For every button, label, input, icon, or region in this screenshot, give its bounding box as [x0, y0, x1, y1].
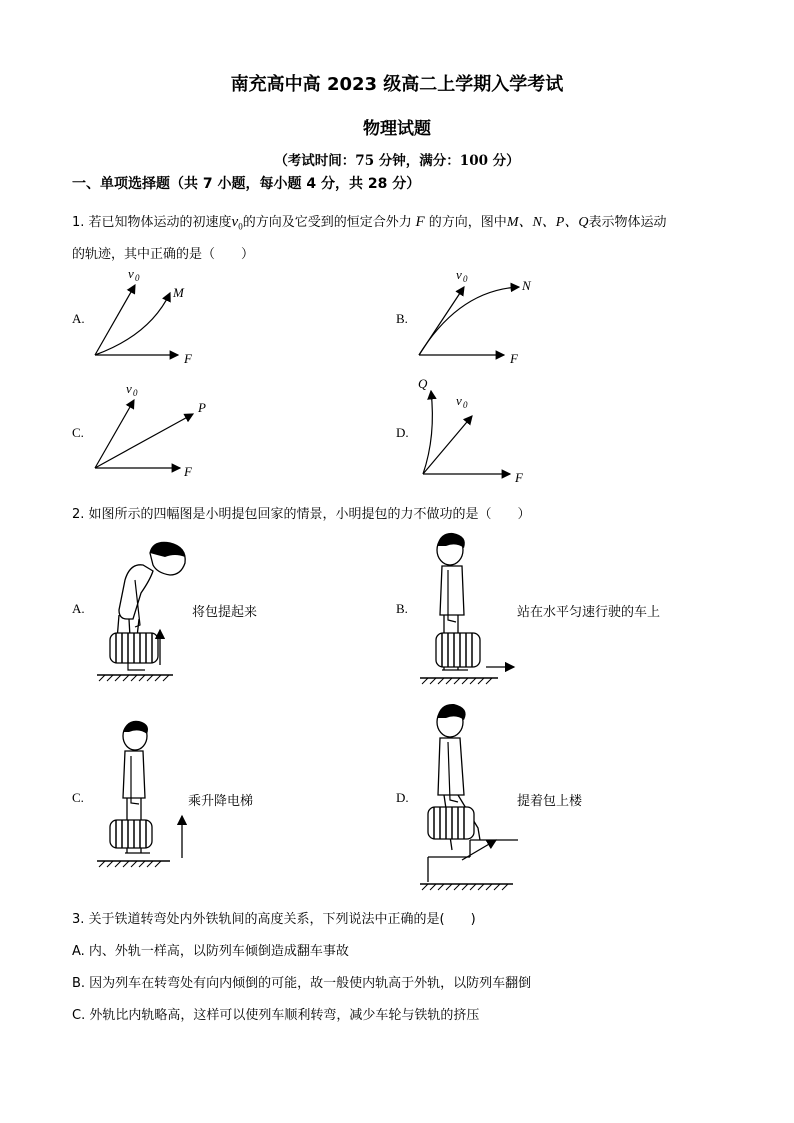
q2-figure-d — [418, 700, 528, 895]
q1-a-v-label: v — [128, 266, 134, 281]
q1-d-v-label: v — [456, 393, 462, 408]
q1-d-v-sub: 0 — [463, 400, 468, 410]
question-2-stem: 2. 如图所示的四幅图是小明提包回家的情景，小明提包的力不做功的是（ ） — [72, 507, 531, 522]
q1-c-v-label: v — [126, 381, 132, 396]
q1-b-v-sub: 0 — [463, 274, 468, 284]
page-title: 南充高中高 2023 级高二上学期入学考试 — [230, 74, 564, 95]
question-1-stem: 1. 若已知物体运动的初速度$v_0$的方向及它受到的恒定合外力 F 的方向，图中M、N、P、Q表示物体运动 — [72, 214, 667, 232]
q2-option-d-caption: 提着包上楼 — [517, 794, 583, 809]
q1-d-curve-label: Q — [418, 376, 428, 391]
q1-c-curve-label: P — [198, 400, 206, 415]
q1-a-force-label: F — [184, 351, 192, 366]
q1-option-c-letter[interactable]: C. — [72, 425, 84, 440]
q2-option-c-caption: 乘升降电梯 — [188, 794, 254, 809]
q1-diagram-c — [90, 380, 210, 480]
question-3-stem: 3. 关于铁道转弯处内外铁轨间的高度关系，下列说法中正确的是( ) — [72, 912, 476, 927]
q1-a-v-sub: 0 — [135, 273, 140, 283]
q2-option-b-caption: 站在水平匀速行驶的车上 — [517, 605, 661, 620]
q2-figure-b — [418, 530, 528, 690]
q1-c-force-label: F — [184, 464, 192, 479]
q1-a-curve-label: M — [173, 285, 184, 300]
q1-option-a-letter[interactable]: A. — [72, 311, 85, 326]
q1-b-v-label: v — [456, 267, 462, 282]
q1-diagram-b — [414, 265, 544, 370]
q1-c-v-sub: 0 — [133, 388, 138, 398]
q2-option-a-letter[interactable]: A. — [72, 601, 85, 616]
q1-option-b-letter[interactable]: B. — [396, 311, 408, 326]
q2-option-c-letter[interactable]: C. — [72, 790, 84, 805]
q2-figure-c — [95, 718, 205, 873]
exam-info: （考试时间：75 分钟，满分：100 分） — [274, 153, 520, 169]
q1-b-curve-label: N — [522, 278, 531, 293]
q1-d-force-label: F — [515, 470, 523, 485]
q2-option-d-letter[interactable]: D. — [396, 790, 409, 805]
q3-option-b[interactable]: B. 因为列车在转弯处有向内倾倒的可能，故一般使内轨高于外轨，以防列车翻倒 — [72, 976, 532, 991]
q1-b-force-label: F — [510, 351, 518, 366]
q2-option-b-letter[interactable]: B. — [396, 601, 408, 616]
q3-option-a[interactable]: A. 内、外轨一样高，以防列车倾倒造成翻车事故 — [72, 944, 349, 959]
q3-option-c[interactable]: C. 外轨比内轨略高，这样可以使列车顺利转弯，减少车轮与铁轨的挤压 — [72, 1008, 480, 1023]
q1-diagram-d — [418, 376, 538, 486]
q2-option-a-caption: 将包提起来 — [192, 605, 258, 620]
q2-figure-a — [95, 535, 195, 685]
q1-option-d-letter[interactable]: D. — [396, 425, 409, 440]
q1-diagram-a — [90, 265, 210, 370]
section-heading: 一、单项选择题（共 7 小题，每小题 4 分，共 28 分） — [72, 176, 421, 192]
subject-title: 物理试题 — [363, 119, 431, 139]
question-1-stem-line2: 的轨迹，其中正确的是（ ） — [72, 247, 255, 262]
